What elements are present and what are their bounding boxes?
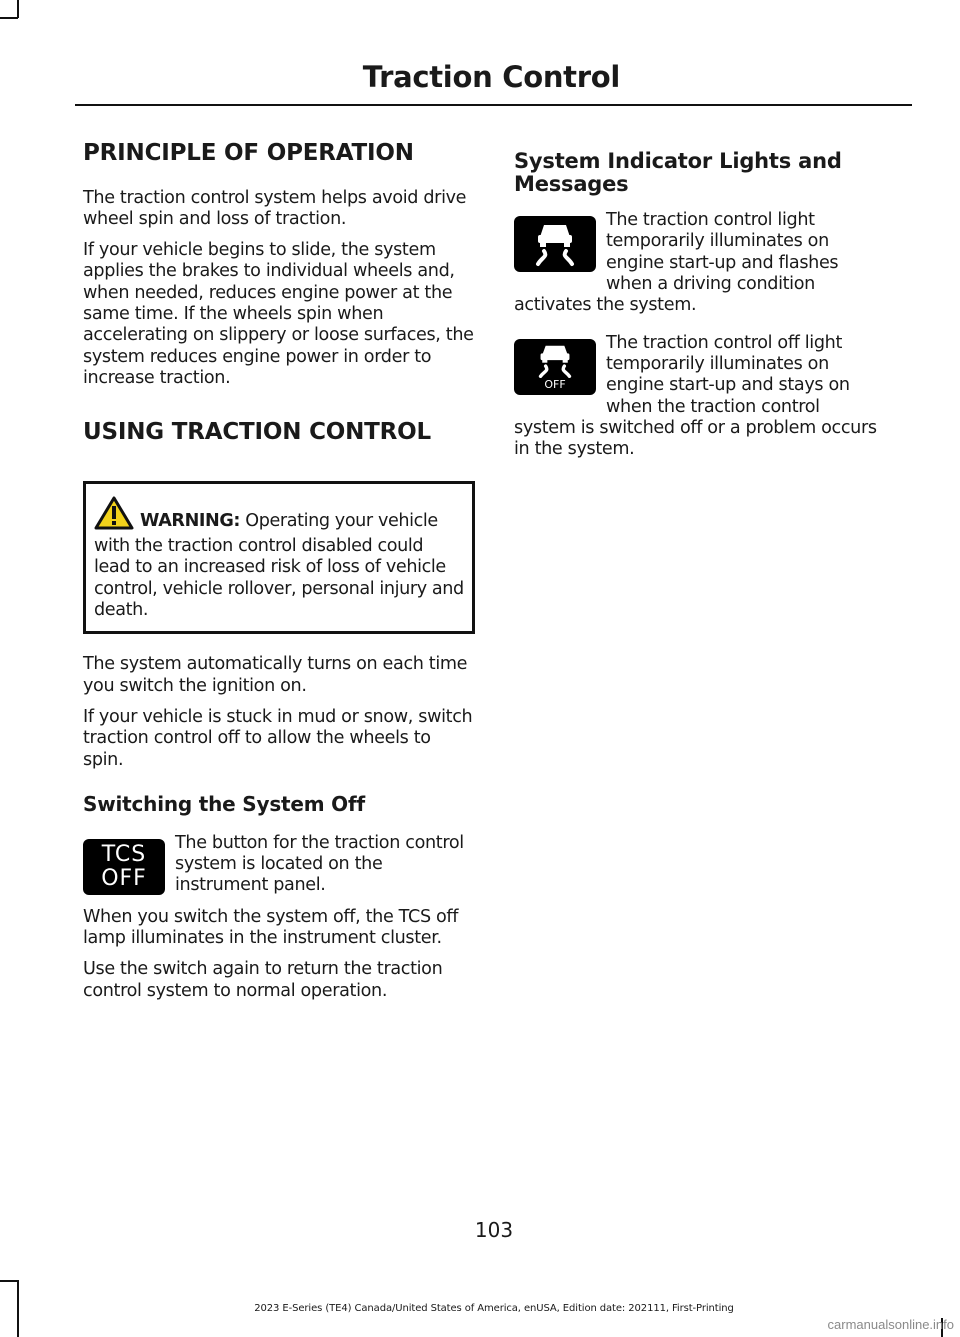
switching-paragraph-3: Use the switch again to return the traction control system to normal operation.: [83, 959, 443, 1001]
right-column: [514, 140, 882, 470]
page-number: 103: [474, 1218, 514, 1242]
principle-heading: PRINCIPLE OF OPERATION: [83, 140, 414, 166]
warning-triangle-icon: [94, 496, 134, 536]
warning-text: Operating your vehicle with the traction control disabled could lead to an increased risk of loss of vehicle control, vehicle rollover, personal injury and death.: [94, 510, 464, 621]
tcs-button-label-line1: TCS: [101, 841, 147, 867]
header-divider: [75, 104, 912, 106]
tcs-button-label-line2: OFF: [101, 865, 147, 891]
using-paragraph-1: The system automatically turns on each time you switch the ignition on.: [83, 654, 468, 696]
using-heading: USING TRACTION CONTROL: [83, 419, 431, 446]
warning-label: WARNING:: [140, 510, 241, 531]
switching-paragraph-1: The button for the traction control system is located on the instrument panel.: [175, 832, 464, 896]
switching-heading: Switching the System Off: [83, 791, 365, 816]
crop-mark-top-left-h: [0, 17, 18, 19]
tcs-off-button-icon: [83, 839, 165, 895]
traction-control-off-light-icon: [514, 339, 596, 395]
crop-mark-top-left-v: [17, 0, 19, 18]
warning-box: [83, 481, 475, 634]
indicator-heading: System Indicator Lights and Messages: [514, 149, 842, 197]
edition-note: 2023 E-Series (TE4) Canada/United States of America, enUSA, Edition date: 202111, First-Printing: [254, 1303, 734, 1314]
traction-control-light-icon: [514, 216, 596, 272]
using-paragraph-2: If your vehicle is stuck in mud or snow, switch traction control off to allow the wheels to spin.: [83, 706, 473, 770]
switching-paragraph-2: When you switch the system off, the TCS off lamp illuminates in the instrument cluster.: [83, 906, 459, 949]
principle-paragraph-2: If your vehicle begins to slide, the system applies the brakes to individual wheels and, when needed, reduces engine power at the same time. If the wheels spin when accelerating on slippery or loose surfaces, the system reduces engine power in order to increase traction.: [83, 240, 474, 388]
principle-paragraph-1: The traction control system helps avoid drive wheel spin and loss of traction.: [83, 187, 467, 229]
crop-mark-bottom-left-h: [0, 1280, 18, 1282]
left-column: [83, 140, 475, 1012]
indicator-2-text: The traction control off light temporarily illuminates on engine start-up and stays on when the traction control system is switched off or a problem occurs in the system.: [514, 332, 877, 460]
indicator-1-text: The traction control light temporarily illuminates on engine start-up and flashes when a driving condition activates the system.: [514, 210, 839, 316]
watermark-text: carmanualsonline.info: [827, 1317, 954, 1332]
off-indicator-label: OFF: [544, 377, 566, 391]
warning-paragraph: [94, 496, 464, 621]
page-header-title: Traction Control: [362, 60, 620, 94]
